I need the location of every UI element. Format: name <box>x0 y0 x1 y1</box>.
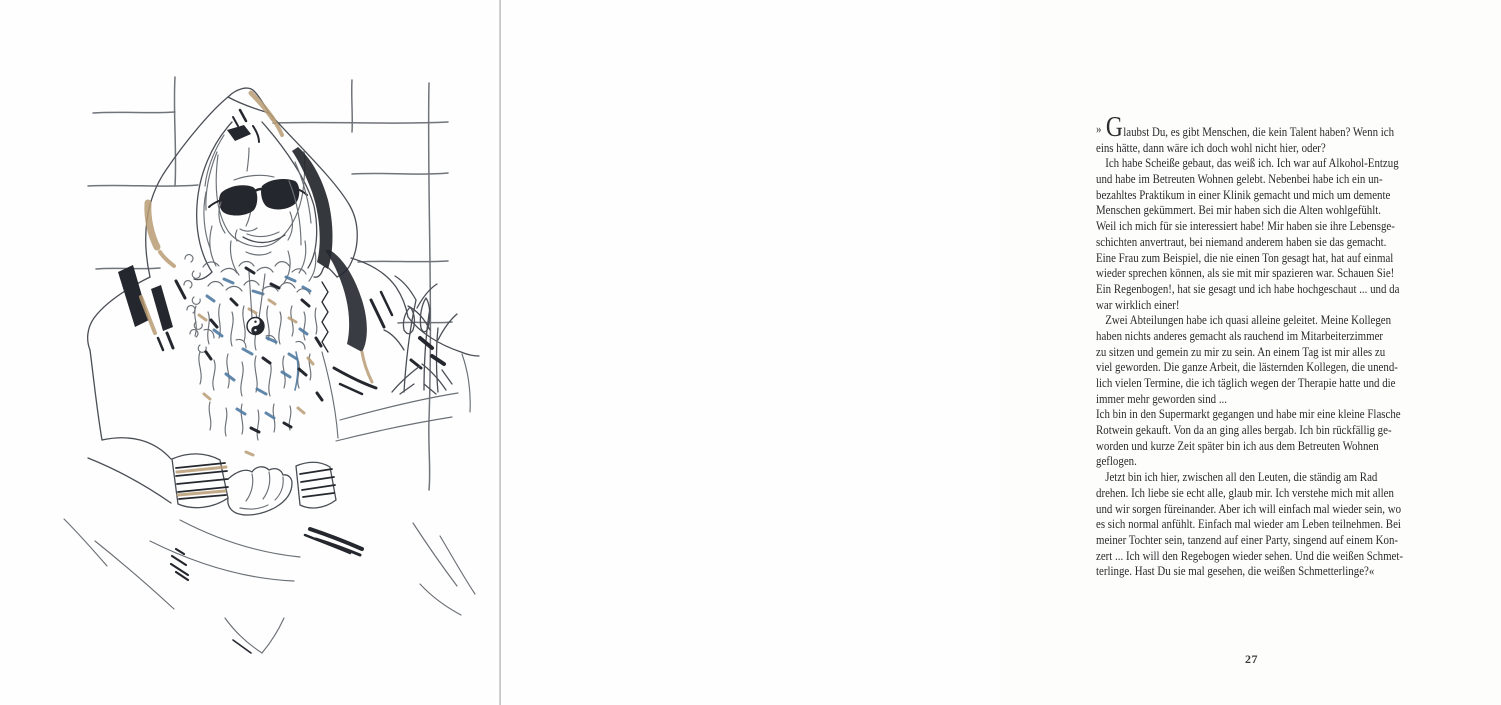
coat <box>88 250 479 441</box>
paragraph <box>1096 155 1411 312</box>
paragraph <box>1096 469 1411 579</box>
text-line: haben nichts anderes gemacht als rauchend im Mitarbeiterzimmer <box>1096 327 1384 343</box>
text-line: wieder sprechen können, als sie mit mir spazieren war. Schauen Sie! <box>1096 265 1395 281</box>
text-line: eins hätte, dann wäre ich doch wohl nicht hier, oder? <box>1096 139 1326 155</box>
text-line: terlinge. Hast Du sie mal gesehen, die weißen Schmetterlinge?« <box>1096 563 1375 579</box>
text-line: lich vielen Termine, die ich täglich wegen der Therapie hatte und die <box>1096 375 1396 390</box>
text-line: es sich normal anfühlt. Einfach mal wieder am Leben teilnehmen. Bei <box>1096 516 1401 532</box>
text-line: zu sitzen und gemein zu mir zu sein. An einem Tag ist mir alles zu <box>1096 343 1386 359</box>
page-number: 27 <box>1245 652 1258 666</box>
paragraph <box>1096 312 1411 406</box>
text-line: Weil ich mich für sie interessiert habe! Mir haben sie ihre Lebensge- <box>1096 218 1395 234</box>
text-line: Eine Frau zum Beispiel, die nie einen Ton gesagt hat, hat auf einmal <box>1096 249 1394 265</box>
paragraph <box>1096 112 1411 155</box>
text-line: immer mehr geworden sind ... <box>1096 390 1228 406</box>
text-line: schichten anvertraut, bei niemand anderem haben sie das gemacht. <box>1096 233 1387 249</box>
crossed-arms <box>88 438 336 515</box>
sunglasses <box>209 179 307 216</box>
text-line: Ein Regenbogen!, hat sie gesagt und ich habe hochgeschaut ... und da <box>1096 280 1400 296</box>
text-line: Jetzt bin ich hier, zwischen all den Leuten, die ständig am Rad <box>1105 469 1378 485</box>
text-line: Ich bin in den Supermarkt gegangen und habe mir eine kleine Flasche <box>1096 406 1401 422</box>
story-text <box>1096 112 1411 579</box>
text-line: meiner Tochter sein, tanzend auf einer Party, singend auf einem Kon- <box>1096 531 1399 547</box>
text-line: worden und kurze Zeit später bin ich aus dem Betreuten Wohnen <box>1096 437 1379 453</box>
coat-folds <box>64 519 475 653</box>
text-line: Zwei Abteilungen habe ich quasi alleine geleitet. Meine Kollegen <box>1105 312 1392 328</box>
text-line: geflogen. <box>1096 453 1137 469</box>
text-line: war wirklich einer! <box>1096 296 1180 312</box>
woman-portrait-illustration <box>0 0 500 705</box>
scarf <box>195 262 322 456</box>
text-line: zert ... Ich will den Regebogen wieder sehen. Und die weißen Schmet- <box>1096 547 1404 563</box>
left-page <box>0 0 499 705</box>
right-page <box>501 0 1404 705</box>
fur-trim <box>184 255 206 353</box>
text-line: Rotwein gekauft. Von da an ging alles bergab. Ich bin rückfällig ge- <box>1096 422 1392 438</box>
text-line: bezahltes Praktikum in einer Klinik gemacht und mich um demente <box>1096 186 1391 202</box>
plant <box>384 276 457 394</box>
text-line: viel geworden. Die ganze Arbeit, die lästernden Kollegen, die unend- <box>1096 359 1398 375</box>
opening-quote: » <box>1096 121 1105 136</box>
text-line: und habe im Betreuten Wohnen gelebt. Nebenbei habe ich ein un- <box>1096 171 1383 187</box>
drop-cap: G <box>1105 112 1124 143</box>
text-line: » Glaubst Du, es gibt Menschen, die kein Talent haben? Wenn ich <box>1096 112 1395 143</box>
text-line: Menschen gekümmert. Bei mir haben sich die Alten wohlgefühlt. <box>1096 202 1381 218</box>
text-line: Ich habe Scheiße gebaut, das weiß ich. Ich war auf Alkohol-Entzug <box>1105 155 1399 171</box>
text-line: und wir sorgen füreinander. Aber ich will einfach mal wieder sein, wo <box>1096 500 1402 516</box>
paragraph <box>1096 406 1411 469</box>
text-line: drehen. Ich liebe sie echt alle, glaub mir. Ich verstehe mich mit allen <box>1096 484 1394 500</box>
